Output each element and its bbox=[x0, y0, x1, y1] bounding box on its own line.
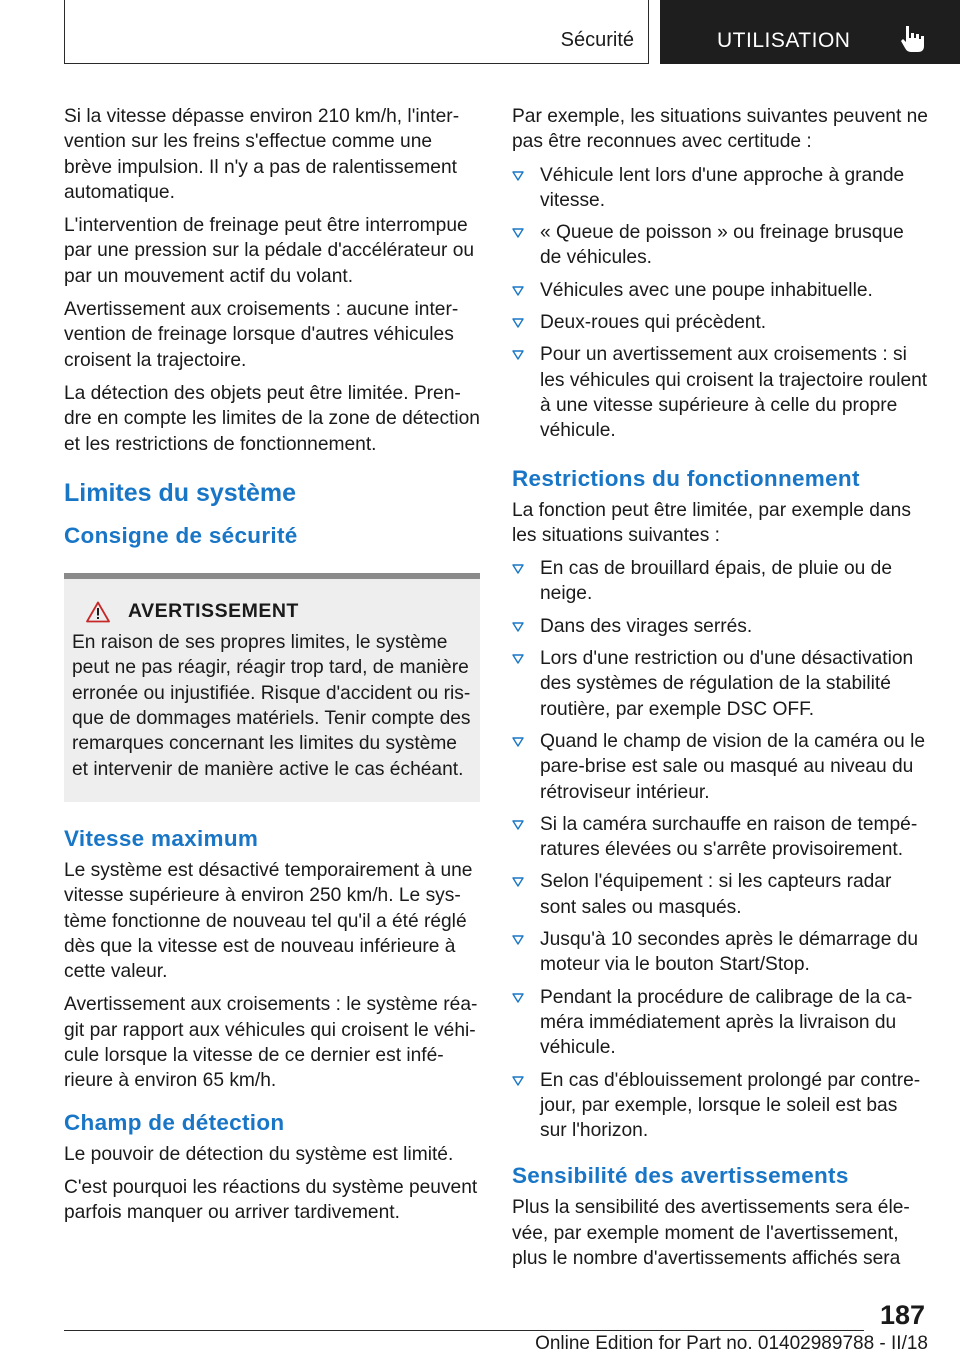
list-item: En cas d'éblouissement prolongé par contrejour, par exemple, lorsque le soleil est bas sur l'horizon. bbox=[512, 1068, 928, 1144]
header-chapter-box bbox=[660, 0, 960, 64]
paragraph: L'intervention de freinage peut être interrompue par une pression sur la pédale d'accélérateur ou par un mouvement actif du volant. bbox=[64, 215, 475, 287]
triangle-bullet-icon bbox=[512, 737, 524, 747]
triangle-bullet-icon bbox=[512, 820, 524, 830]
list-item: Si la caméra surchauffe en raison de températures élevées ou s'arrête provisoirement. bbox=[512, 812, 928, 863]
paragraph: C'est pourquoi les réactions du système peuvent parfois manquer ou arriver tardivement. bbox=[64, 1176, 478, 1224]
list-item: Quand le champ de vision de la caméra ou le pare-brise est sale ou masqué au niveau du rétroviseur intérieur. bbox=[512, 729, 928, 805]
list-item: « Queue de poisson » ou freinage brusque de véhicules. bbox=[512, 220, 928, 271]
triangle-bullet-icon bbox=[512, 935, 524, 945]
paragraph: Le système est désactivé temporairement à une vitesse supérieure à environ 250 km/h. Le système fonctionne de nouveau tel qu'il a été réglé dès que la vitesse est de nouveau inférieure à cette valeur. bbox=[64, 859, 473, 983]
right-column bbox=[512, 104, 928, 1279]
triangle-bullet-icon bbox=[512, 171, 524, 181]
paragraph: Avertissement aux croisements : aucune intervention de freinage lorsque d'autres véhicules croisent la trajectoire. bbox=[64, 299, 459, 371]
triangle-bullet-icon bbox=[512, 1076, 524, 1086]
restrictions-list bbox=[512, 556, 928, 1143]
page-number: 187 bbox=[880, 1300, 926, 1330]
list-item: Deux-roues qui précèdent. bbox=[512, 310, 928, 335]
left-column bbox=[64, 104, 480, 1234]
triangle-bullet-icon bbox=[512, 350, 524, 360]
triangle-bullet-icon bbox=[512, 318, 524, 328]
header-section-title: Sécurité bbox=[560, 29, 634, 51]
triangle-bullet-icon bbox=[512, 286, 524, 296]
heading-sensitivity: Sensibilité des avertissements bbox=[512, 1163, 849, 1189]
triangle-bullet-icon bbox=[512, 564, 524, 574]
footer-edition: Online Edition for Part no. 01402989788 - II/18 bbox=[535, 1333, 928, 1354]
paragraph: Plus la sensibilité des avertissements sera élevée, par exemple moment de l'avertissement, plus le nombre d'avertissements affichés sera bbox=[512, 1197, 910, 1269]
warning-label: AVERTISSEMENT bbox=[128, 599, 299, 622]
list-item: Lors d'une restriction ou d'une désactivation des systèmes de régulation de la stabilité routière, par exemple DSC OFF. bbox=[512, 646, 928, 722]
hand-pointer-icon bbox=[900, 24, 926, 54]
paragraph: Avertissement aux croisements : le système réagit par rapport aux véhicules qui croisent le véhicule lorsque la vitesse de ce dernier est inférieure à environ 65 km/h. bbox=[64, 994, 478, 1092]
triangle-bullet-icon bbox=[512, 993, 524, 1003]
list-item: Véhicule lent lors d'une approche à grande vitesse. bbox=[512, 163, 928, 214]
list-item: En cas de brouillard épais, de pluie ou de neige. bbox=[512, 556, 928, 607]
list-item: Véhicules avec une poupe inhabituelle. bbox=[512, 278, 928, 303]
warning-title bbox=[86, 599, 472, 624]
list-item: Dans des virages serrés. bbox=[512, 614, 928, 639]
paragraph: Par exemple, les situations suivantes peuvent ne pas être reconnues avec certitude : bbox=[512, 106, 928, 153]
warning-triangle-icon bbox=[86, 601, 110, 623]
warning-box bbox=[64, 573, 480, 802]
list-item: Pendant la procédure de calibrage de la caméra immédiatement après la livraison du véhicule. bbox=[512, 985, 928, 1061]
situations-list bbox=[512, 163, 928, 444]
list-item: Pour un avertissement aux croisements : si les véhicules qui croisent la trajectoire roulent à une vitesse supérieure à celle du propre véhicule. bbox=[512, 342, 928, 443]
triangle-bullet-icon bbox=[512, 877, 524, 887]
heading-restrictions: Restrictions du fonctionnement bbox=[512, 465, 860, 491]
list-item: Selon l'équipement : si les capteurs radar sont sales ou masqués. bbox=[512, 869, 928, 920]
heading-speed: Vitesse maximum bbox=[64, 825, 259, 851]
paragraph: La détection des objets peut être limitée. Prendre en compte les limites de la zone de détection et les restrictions de fonctionnement. bbox=[64, 382, 480, 455]
paragraph: Si la vitesse dépasse environ 210 km/h, l'intervention sur les freins s'effectue comme une brève impulsion. Il n'y a pas de ralentissement automatique. bbox=[64, 106, 460, 203]
heading-detection: Champ de détection bbox=[64, 1109, 285, 1135]
triangle-bullet-icon bbox=[512, 228, 524, 238]
paragraph: La fonction peut être limitée, par exemple dans les situations suivantes : bbox=[512, 499, 911, 546]
list-item: Jusqu'à 10 secondes après le démarrage du moteur via le bouton Start/Stop. bbox=[512, 927, 928, 978]
triangle-bullet-icon bbox=[512, 654, 524, 664]
header-section-box bbox=[64, 0, 649, 64]
heading-limits: Limites du système bbox=[64, 478, 297, 507]
heading-safety: Consigne de sécurité bbox=[64, 522, 298, 548]
warning-text: En raison de ses propres limites, le système peut ne pas réagir, réagir trop tard, de manière erronée ou injustifiée. Risque d'accident ou risque de dommages matériels. Tenir compte des remarques concernant les limites du système et intervenir de manière active le cas échéant. bbox=[72, 632, 471, 780]
paragraph: Le pouvoir de détection du système est limité. bbox=[64, 1143, 454, 1165]
header-chapter-title: UTILISATION bbox=[717, 29, 851, 52]
footer-divider bbox=[64, 1330, 864, 1331]
triangle-bullet-icon bbox=[512, 622, 524, 632]
